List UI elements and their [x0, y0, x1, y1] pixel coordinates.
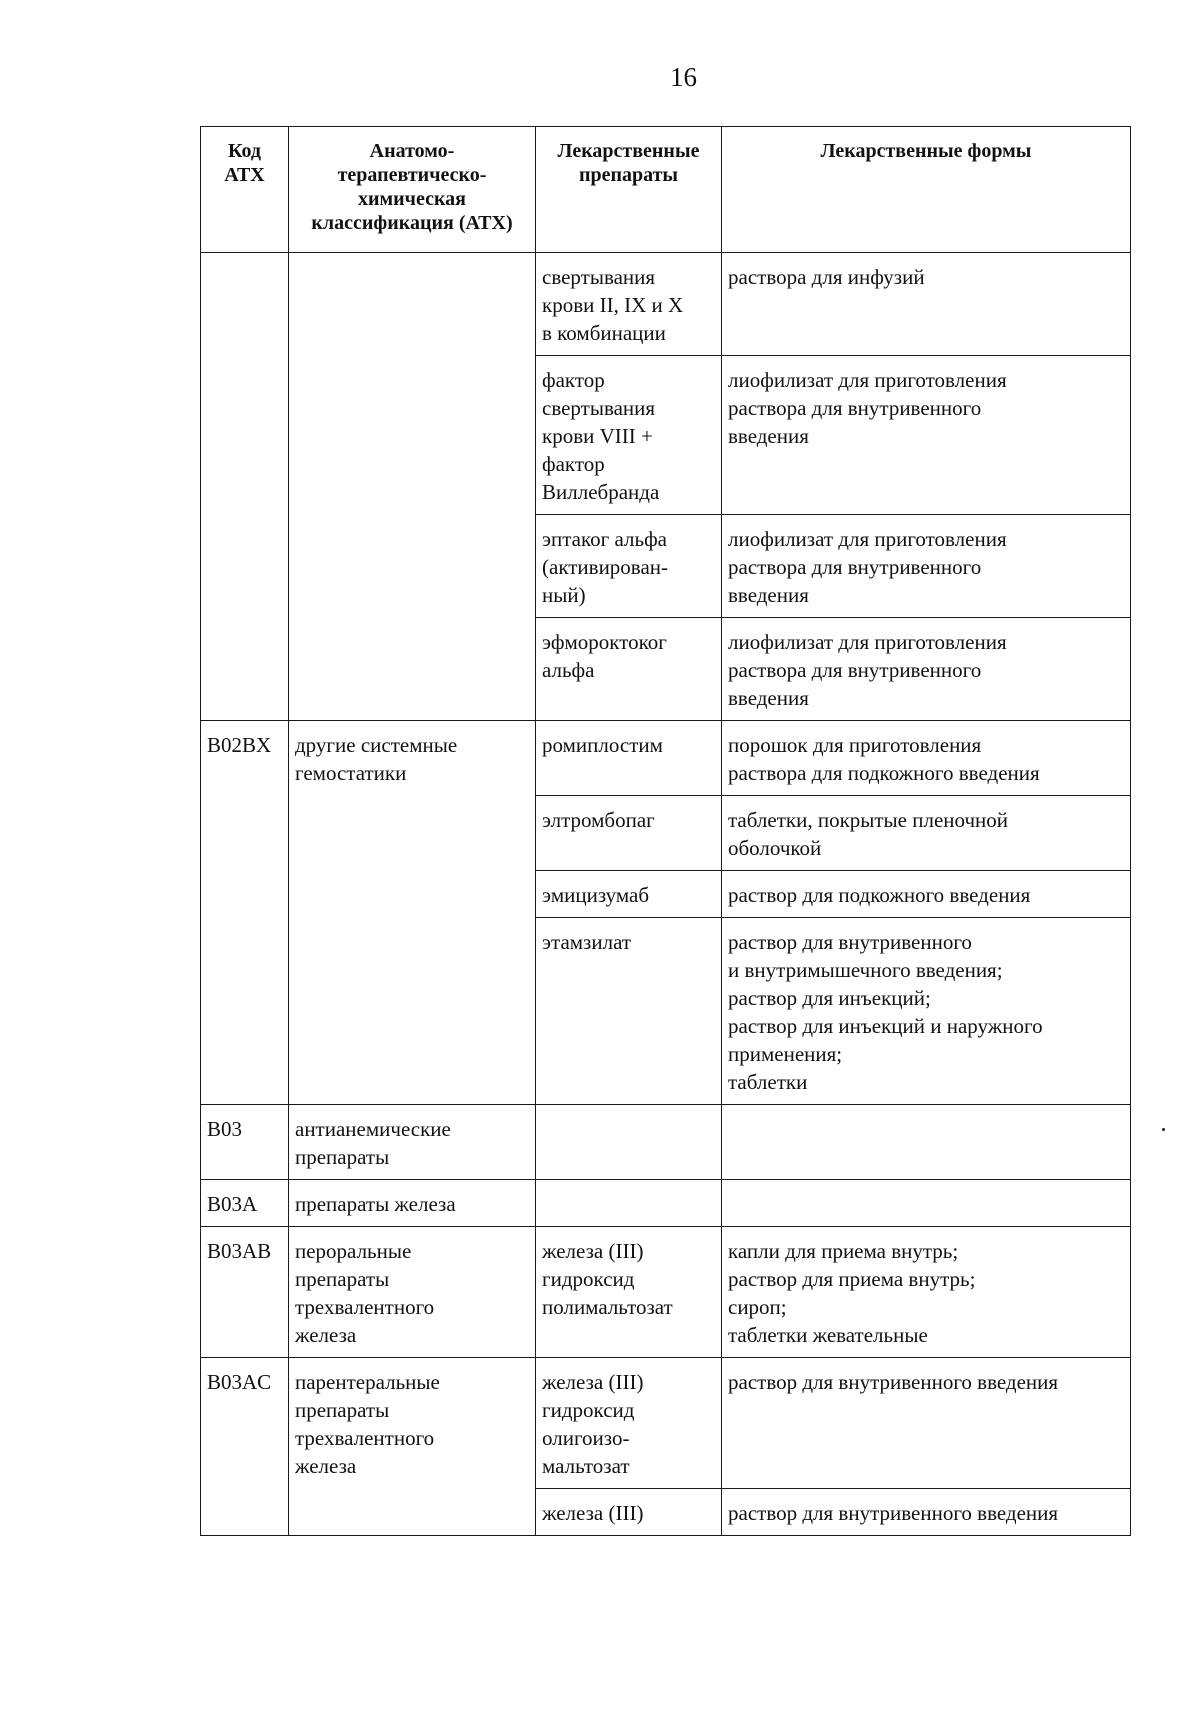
drug-cell: железа (III) гидроксид полимальтозат — [536, 1227, 722, 1358]
atc-table — [200, 126, 1131, 1536]
header-drugs: Лекарственные препараты — [536, 127, 722, 253]
drug-cell: эфмороктоког альфа — [536, 618, 722, 721]
dosage-form-cell: раствора для инфузий — [722, 253, 1131, 356]
table-row — [201, 1358, 1131, 1489]
header-atc-code: Код АТХ — [201, 127, 289, 253]
atc-code-cell: B02BX — [201, 721, 289, 1105]
atc-code-cell: B03A — [201, 1180, 289, 1227]
table-header-row — [201, 127, 1131, 253]
table-row — [201, 1227, 1131, 1358]
drug-cell: железа (III) гидроксид олигоизо- мальтозат — [536, 1358, 722, 1489]
drug-cell — [536, 1105, 722, 1180]
drug-cell: эмицизумаб — [536, 871, 722, 918]
drug-cell: свертывания крови II, IX и X в комбинации — [536, 253, 722, 356]
drug-cell: элтромбопаг — [536, 796, 722, 871]
dosage-form-cell: лиофилизат для приготовления раствора для внутривенного введения — [722, 356, 1131, 515]
drug-cell: ромиплостим — [536, 721, 722, 796]
atc-code-cell: B03 — [201, 1105, 289, 1180]
dosage-form-cell: лиофилизат для приготовления раствора для внутривенного введения — [722, 515, 1131, 618]
header-atc-classification: Анатомо- терапевтическо- химическая классификация (АТХ) — [289, 127, 536, 253]
dosage-form-cell: таблетки, покрытые пленочной оболочкой — [722, 796, 1131, 871]
atc-classification-cell: препараты железа — [289, 1180, 536, 1227]
dosage-form-cell: лиофилизат для приготовления раствора для внутривенного введения — [722, 618, 1131, 721]
dosage-form-cell: раствор для внутривенного введения — [722, 1489, 1131, 1536]
drug-cell — [536, 1180, 722, 1227]
dosage-form-cell: раствор для внутривенного введения — [722, 1358, 1131, 1489]
page-number: 16 — [670, 62, 697, 92]
dosage-form-cell: раствор для подкожного введения — [722, 871, 1131, 918]
atc-classification-cell: парентеральные препараты трехвалентного железа — [289, 1358, 536, 1536]
atc-classification-cell: антианемические препараты — [289, 1105, 536, 1180]
atc-code-cell: B03AC — [201, 1358, 289, 1536]
table-row — [201, 1180, 1131, 1227]
atc-classification-cell — [289, 253, 536, 721]
drug-cell: железа (III) — [536, 1489, 722, 1536]
atc-code-cell — [201, 253, 289, 721]
scan-speck — [1162, 1128, 1165, 1131]
table-body — [201, 253, 1131, 1536]
table-row — [201, 1105, 1131, 1180]
atc-classification-cell: другие системные гемостатики — [289, 721, 536, 1105]
drug-cell: фактор свертывания крови VIII + фактор Виллебранда — [536, 356, 722, 515]
atc-classification-cell: пероральные препараты трехвалентного железа — [289, 1227, 536, 1358]
document-sheet — [200, 126, 1130, 1536]
dosage-form-cell — [722, 1180, 1131, 1227]
table-row — [201, 253, 1131, 356]
atc-code-cell: B03AB — [201, 1227, 289, 1358]
drug-cell: эптаког альфа (активирован- ный) — [536, 515, 722, 618]
table-row — [201, 721, 1131, 796]
dosage-form-cell — [722, 1105, 1131, 1180]
dosage-form-cell: порошок для приготовления раствора для подкожного введения — [722, 721, 1131, 796]
drug-cell: этамзилат — [536, 918, 722, 1105]
dosage-form-cell: раствор для внутривенного и внутримышечного введения; раствор для инъекций; раствор для инъекций и наружного применения; таблетки — [722, 918, 1131, 1105]
dosage-form-cell: капли для приема внутрь; раствор для приема внутрь; сироп; таблетки жевательные — [722, 1227, 1131, 1358]
header-dosage-forms: Лекарственные формы — [722, 127, 1131, 253]
